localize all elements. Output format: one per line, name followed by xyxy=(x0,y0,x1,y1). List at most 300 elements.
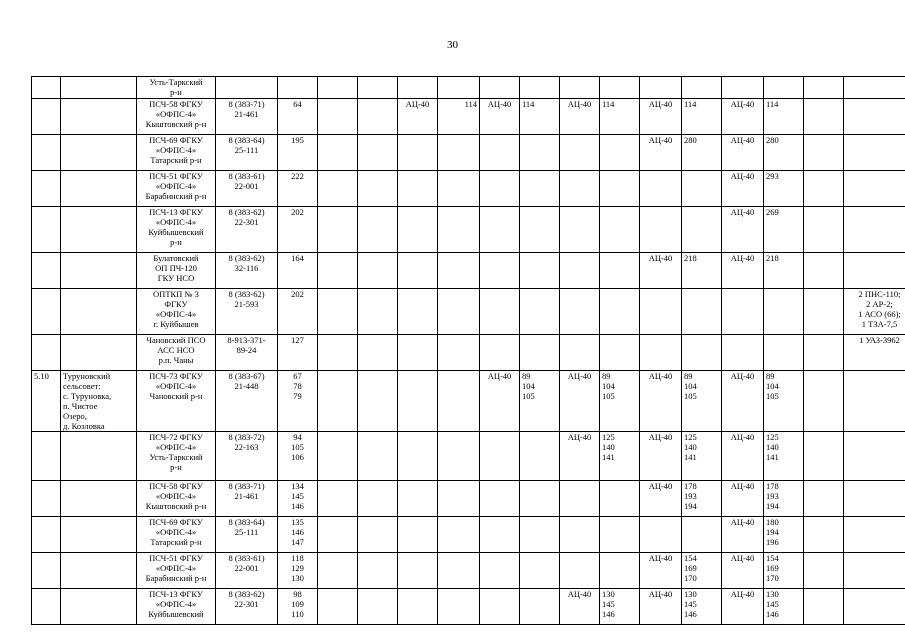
value-cell xyxy=(358,253,398,289)
value-cell-text: 89 104 105 xyxy=(602,371,615,401)
phone-cell-text: 8 (383-62) 32-116 xyxy=(228,253,265,273)
value-cell xyxy=(520,481,560,517)
row-number-cell xyxy=(32,481,61,517)
value-cell xyxy=(480,135,520,171)
phone-cell xyxy=(216,207,278,253)
fire-unit-cell xyxy=(137,335,216,371)
settlement-cell xyxy=(61,77,137,99)
value-cell xyxy=(438,589,480,625)
value-cell xyxy=(480,589,520,625)
value-cell xyxy=(480,77,520,99)
distance-cell xyxy=(278,481,318,517)
value-cell xyxy=(438,432,480,481)
value-cell xyxy=(844,77,905,99)
table-row xyxy=(32,589,905,625)
value-cell xyxy=(560,253,600,289)
value-cell xyxy=(764,77,804,99)
value-cell-text: 114 xyxy=(602,99,615,109)
distance-cell xyxy=(278,207,318,253)
value-cell xyxy=(804,289,844,335)
distance-cell-text: 94 105 106 xyxy=(291,432,304,462)
value-cell xyxy=(480,253,520,289)
settlement-cell xyxy=(61,135,137,171)
value-cell xyxy=(764,289,804,335)
phone-cell-text: 8 (383-71) 21-461 xyxy=(228,99,265,119)
settlement-cell xyxy=(61,99,137,135)
value-cell xyxy=(398,371,438,432)
phone-cell-text: 8 (383-72) 22-163 xyxy=(228,432,265,452)
value-cell xyxy=(682,171,722,207)
fire-unit-cell-text: Чановский ПСО АСС НСО р.п. Чаны xyxy=(146,335,206,365)
distance-cell-text: 202 xyxy=(291,207,304,217)
row-number-cell xyxy=(32,77,61,99)
value-cell xyxy=(640,517,682,553)
value-cell xyxy=(438,171,480,207)
value-cell xyxy=(764,253,804,289)
table-row xyxy=(32,371,905,432)
value-cell-text: 89 104 105 xyxy=(766,371,779,401)
value-cell xyxy=(844,335,905,371)
value-cell xyxy=(520,517,560,553)
phone-cell xyxy=(216,517,278,553)
value-cell-text: 269 xyxy=(766,207,779,217)
value-cell xyxy=(520,135,560,171)
value-cell xyxy=(722,553,764,589)
value-cell xyxy=(480,171,520,207)
value-cell xyxy=(318,335,358,371)
value-cell xyxy=(560,99,600,135)
value-cell-text: 218 xyxy=(766,253,779,263)
fire-unit-cell xyxy=(137,171,216,207)
value-cell xyxy=(804,517,844,553)
value-cell xyxy=(844,517,905,553)
settlement-cell xyxy=(61,553,137,589)
value-cell xyxy=(358,335,398,371)
phone-cell xyxy=(216,335,278,371)
value-cell xyxy=(398,432,438,481)
fire-unit-cell-text: ПСЧ-58 ФГКУ «ОФПС-4» Кыштовский р-н xyxy=(145,481,207,511)
fire-unit-cell xyxy=(137,99,216,135)
value-cell xyxy=(318,517,358,553)
phone-cell-text: 8 (383-61) 22-001 xyxy=(228,171,265,191)
page-number: 30 xyxy=(447,39,458,51)
distance-cell-text: 127 xyxy=(291,335,304,345)
fire-unit-cell-text: ПСЧ-69 ФГКУ «ОФПС-4» Татарский р-н xyxy=(149,135,203,165)
phone-cell xyxy=(216,371,278,432)
value-cell xyxy=(682,553,722,589)
settlement-cell xyxy=(61,371,137,432)
value-cell xyxy=(682,481,722,517)
value-cell xyxy=(438,371,480,432)
phone-cell xyxy=(216,432,278,481)
value-cell xyxy=(520,432,560,481)
value-cell xyxy=(722,207,764,253)
value-cell xyxy=(398,135,438,171)
value-cell xyxy=(804,589,844,625)
value-cell-text: 125 140 141 xyxy=(766,432,779,462)
value-cell xyxy=(600,289,640,335)
value-cell xyxy=(358,371,398,432)
value-cell-text: 114 xyxy=(766,99,779,109)
value-cell xyxy=(640,589,682,625)
value-cell xyxy=(398,99,438,135)
value-cell xyxy=(600,481,640,517)
value-cell xyxy=(722,171,764,207)
value-cell xyxy=(640,207,682,253)
value-cell-text: АЦ-40 xyxy=(730,253,755,263)
value-cell-text: АЦ-40 xyxy=(648,553,673,563)
value-cell xyxy=(520,99,560,135)
row-number-cell xyxy=(32,289,61,335)
value-cell-text: АЦ-40 xyxy=(648,371,673,381)
settlement-cell xyxy=(61,481,137,517)
distance-cell xyxy=(278,371,318,432)
value-cell xyxy=(600,432,640,481)
value-cell xyxy=(764,432,804,481)
value-cell xyxy=(640,371,682,432)
fire-unit-cell-text: ПСЧ-58 ФГКУ «ОФПС-4» Кыштовский р-н xyxy=(145,99,207,129)
value-cell-text: АЦ-40 xyxy=(730,99,755,109)
value-cell xyxy=(398,589,438,625)
distance-cell xyxy=(278,135,318,171)
table-row xyxy=(32,135,905,171)
value-cell xyxy=(844,289,905,335)
settlement-cell xyxy=(61,432,137,481)
value-cell xyxy=(318,289,358,335)
value-cell xyxy=(480,432,520,481)
value-cell xyxy=(560,77,600,99)
settlement-cell xyxy=(61,171,137,207)
value-cell xyxy=(722,289,764,335)
deployment-table xyxy=(31,76,905,625)
distance-cell-text: 222 xyxy=(291,171,304,181)
value-cell xyxy=(600,371,640,432)
value-cell xyxy=(398,335,438,371)
distance-cell-text: 67 78 79 xyxy=(293,371,302,401)
value-cell xyxy=(804,99,844,135)
value-cell-text: 280 xyxy=(766,135,779,145)
value-cell-text: 125 140 141 xyxy=(684,432,697,462)
value-cell xyxy=(682,77,722,99)
value-cell xyxy=(764,335,804,371)
value-cell xyxy=(600,553,640,589)
value-cell xyxy=(560,553,600,589)
value-cell xyxy=(844,589,905,625)
value-cell xyxy=(682,335,722,371)
value-cell xyxy=(358,517,398,553)
fire-unit-cell xyxy=(137,77,216,99)
value-cell xyxy=(318,553,358,589)
value-cell xyxy=(520,289,560,335)
row-number-cell xyxy=(32,253,61,289)
fire-unit-cell-text: ПСЧ-69 ФГКУ «ОФПС-4» Татарский р-н xyxy=(149,517,203,547)
row-number-cell xyxy=(32,589,61,625)
value-cell xyxy=(398,289,438,335)
value-cell xyxy=(804,481,844,517)
value-cell xyxy=(722,517,764,553)
value-cell xyxy=(640,432,682,481)
row-number-cell-text: 5.10 xyxy=(34,371,49,381)
value-cell xyxy=(600,171,640,207)
value-cell-text: 130 145 146 xyxy=(602,589,615,619)
phone-cell xyxy=(216,171,278,207)
value-cell xyxy=(600,135,640,171)
value-cell xyxy=(722,371,764,432)
value-cell-text: 178 193 194 xyxy=(684,481,697,511)
phone-cell xyxy=(216,253,278,289)
table-row xyxy=(32,77,905,99)
value-cell xyxy=(600,335,640,371)
phone-cell-text: 8 (383-71) 21-461 xyxy=(228,481,265,501)
value-cell-text: 218 xyxy=(684,253,697,263)
value-cell xyxy=(520,207,560,253)
value-cell-text: АЦ-40 xyxy=(648,253,673,263)
value-cell-text: 89 104 105 xyxy=(684,371,697,401)
value-cell-text: 130 145 146 xyxy=(766,589,779,619)
phone-cell xyxy=(216,135,278,171)
phone-cell xyxy=(216,589,278,625)
value-cell xyxy=(318,589,358,625)
value-cell xyxy=(480,371,520,432)
value-cell xyxy=(438,289,480,335)
fire-unit-cell xyxy=(137,207,216,253)
table-row xyxy=(32,171,905,207)
distance-cell xyxy=(278,589,318,625)
distance-cell-text: 164 xyxy=(291,253,304,263)
phone-cell xyxy=(216,553,278,589)
value-cell xyxy=(640,135,682,171)
fire-unit-cell-text: ПСЧ-73 ФГКУ «ОФПС-4» Чановский р-н xyxy=(149,371,203,401)
value-cell xyxy=(438,207,480,253)
fire-unit-cell xyxy=(137,589,216,625)
distance-cell-text: 135 146 147 xyxy=(291,517,304,547)
value-cell xyxy=(520,553,560,589)
value-cell xyxy=(722,335,764,371)
value-cell xyxy=(398,481,438,517)
value-cell-text: АЦ-40 xyxy=(730,135,755,145)
fire-unit-cell xyxy=(137,371,216,432)
fire-unit-cell xyxy=(137,135,216,171)
value-cell xyxy=(600,99,640,135)
table-row xyxy=(32,289,905,335)
value-cell-text: 154 169 170 xyxy=(684,553,697,583)
fire-unit-cell xyxy=(137,553,216,589)
distance-cell xyxy=(278,553,318,589)
value-cell xyxy=(764,135,804,171)
value-cell xyxy=(600,517,640,553)
value-cell xyxy=(358,589,398,625)
value-cell xyxy=(520,77,560,99)
value-cell xyxy=(560,481,600,517)
value-cell-text: АЦ-40 xyxy=(567,371,592,381)
value-cell-text: АЦ-40 xyxy=(730,553,755,563)
value-cell-text: АЦ-40 xyxy=(648,99,673,109)
value-cell xyxy=(764,371,804,432)
value-cell-text: 154 169 170 xyxy=(766,553,779,583)
value-cell xyxy=(318,77,358,99)
value-cell xyxy=(318,432,358,481)
value-cell xyxy=(358,135,398,171)
value-cell xyxy=(804,207,844,253)
row-number-cell xyxy=(32,371,61,432)
phone-cell xyxy=(216,289,278,335)
value-cell xyxy=(318,481,358,517)
value-cell-text: АЦ-40 xyxy=(487,371,512,381)
value-cell xyxy=(358,432,398,481)
table-row xyxy=(32,99,905,135)
value-cell-text: 114 xyxy=(684,99,697,109)
value-cell xyxy=(560,289,600,335)
value-cell xyxy=(560,371,600,432)
phone-cell-text: 8 (383-62) 22-301 xyxy=(228,589,265,609)
distance-cell xyxy=(278,432,318,481)
value-cell xyxy=(358,289,398,335)
settlement-cell xyxy=(61,207,137,253)
table-row xyxy=(32,517,905,553)
value-cell xyxy=(804,553,844,589)
value-cell xyxy=(640,253,682,289)
value-cell xyxy=(398,171,438,207)
phone-cell-text: 8 (383-61) 22-001 xyxy=(228,553,265,573)
value-cell xyxy=(682,135,722,171)
value-cell xyxy=(560,335,600,371)
phone-cell-text: 8 (383-62) 22-301 xyxy=(228,207,265,227)
value-cell xyxy=(358,171,398,207)
value-cell xyxy=(560,517,600,553)
value-cell xyxy=(682,517,722,553)
value-cell xyxy=(844,171,905,207)
value-cell xyxy=(358,553,398,589)
distance-cell xyxy=(278,517,318,553)
row-number-cell xyxy=(32,207,61,253)
value-cell xyxy=(682,289,722,335)
value-cell xyxy=(844,253,905,289)
phone-cell xyxy=(216,99,278,135)
value-cell-text: АЦ-40 xyxy=(730,589,755,599)
value-cell xyxy=(438,135,480,171)
value-cell xyxy=(722,481,764,517)
value-cell xyxy=(722,99,764,135)
value-cell xyxy=(722,589,764,625)
value-cell-text: 89 104 105 xyxy=(522,371,535,401)
distance-cell xyxy=(278,171,318,207)
distance-cell-text: 202 xyxy=(291,289,304,299)
value-cell-text: АЦ-40 xyxy=(648,432,673,442)
phone-cell-text: 8-913-371- 89-24 xyxy=(227,335,266,355)
value-cell xyxy=(804,171,844,207)
value-cell xyxy=(804,253,844,289)
value-cell xyxy=(398,253,438,289)
value-cell xyxy=(480,289,520,335)
fire-unit-cell-text: Булатовский ОП ПЧ-120 ГКУ НСО xyxy=(153,253,199,283)
value-cell-text: 114 xyxy=(522,99,535,109)
value-cell xyxy=(438,253,480,289)
value-cell xyxy=(764,207,804,253)
value-cell xyxy=(560,207,600,253)
value-cell xyxy=(682,371,722,432)
value-cell-text: 1 УАЗ-3962 xyxy=(859,335,900,345)
value-cell-text: АЦ-40 xyxy=(730,171,755,181)
fire-unit-cell xyxy=(137,517,216,553)
value-cell xyxy=(682,253,722,289)
value-cell-text: АЦ-40 xyxy=(567,589,592,599)
value-cell xyxy=(520,335,560,371)
distance-cell-text: 134 145 146 xyxy=(291,481,304,511)
value-cell xyxy=(640,77,682,99)
value-cell xyxy=(764,99,804,135)
value-cell xyxy=(804,432,844,481)
value-cell xyxy=(764,589,804,625)
value-cell xyxy=(438,77,480,99)
value-cell xyxy=(560,432,600,481)
fire-unit-cell-text: ПСЧ-13 ФГКУ «ОФПС-4» Куйбышевский xyxy=(148,589,204,619)
settlement-cell xyxy=(61,289,137,335)
value-cell xyxy=(722,77,764,99)
phone-cell xyxy=(216,77,278,99)
value-cell xyxy=(480,481,520,517)
value-cell xyxy=(600,77,640,99)
row-number-cell xyxy=(32,335,61,371)
fire-unit-cell xyxy=(137,432,216,481)
value-cell xyxy=(358,207,398,253)
value-cell xyxy=(600,207,640,253)
value-cell-text: 2 ПНС-110; 2 АР-2; 1 АСО (66); 1 ТЗА-7,5 xyxy=(858,289,901,329)
distance-cell xyxy=(278,77,318,99)
value-cell xyxy=(318,135,358,171)
value-cell xyxy=(480,517,520,553)
fire-unit-cell-text: ОПТКП № 3 ФГКУ «ОФПС-4» г. Куйбышев xyxy=(153,289,199,329)
value-cell xyxy=(398,77,438,99)
value-cell xyxy=(318,171,358,207)
value-cell xyxy=(318,99,358,135)
value-cell xyxy=(804,335,844,371)
table-row xyxy=(32,481,905,517)
value-cell xyxy=(640,553,682,589)
value-cell xyxy=(844,207,905,253)
value-cell xyxy=(764,517,804,553)
settlement-cell xyxy=(61,253,137,289)
value-cell xyxy=(438,553,480,589)
value-cell xyxy=(398,553,438,589)
table-body xyxy=(32,77,905,625)
value-cell xyxy=(682,589,722,625)
phone-cell-text: 8 (383-64) 25-111 xyxy=(228,517,265,537)
value-cell-text: АЦ-40 xyxy=(567,99,592,109)
value-cell-text: АЦ-40 xyxy=(405,99,430,109)
value-cell-text: АЦ-40 xyxy=(487,99,512,109)
value-cell xyxy=(640,289,682,335)
value-cell xyxy=(520,253,560,289)
value-cell xyxy=(480,335,520,371)
phone-cell-text: 8 (383-64) 25-111 xyxy=(228,135,265,155)
fire-unit-cell xyxy=(137,253,216,289)
value-cell xyxy=(844,371,905,432)
value-cell xyxy=(844,99,905,135)
value-cell-text: АЦ-40 xyxy=(648,481,673,491)
value-cell xyxy=(844,432,905,481)
value-cell-text: АЦ-40 xyxy=(648,135,673,145)
value-cell-text: 125 140 141 xyxy=(602,432,615,462)
distance-cell-text: 64 xyxy=(293,99,302,109)
distance-cell-text: 118 129 130 xyxy=(291,553,304,583)
value-cell xyxy=(318,207,358,253)
value-cell xyxy=(764,553,804,589)
row-number-cell xyxy=(32,171,61,207)
value-cell xyxy=(560,135,600,171)
distance-cell xyxy=(278,335,318,371)
value-cell xyxy=(844,553,905,589)
value-cell xyxy=(682,432,722,481)
